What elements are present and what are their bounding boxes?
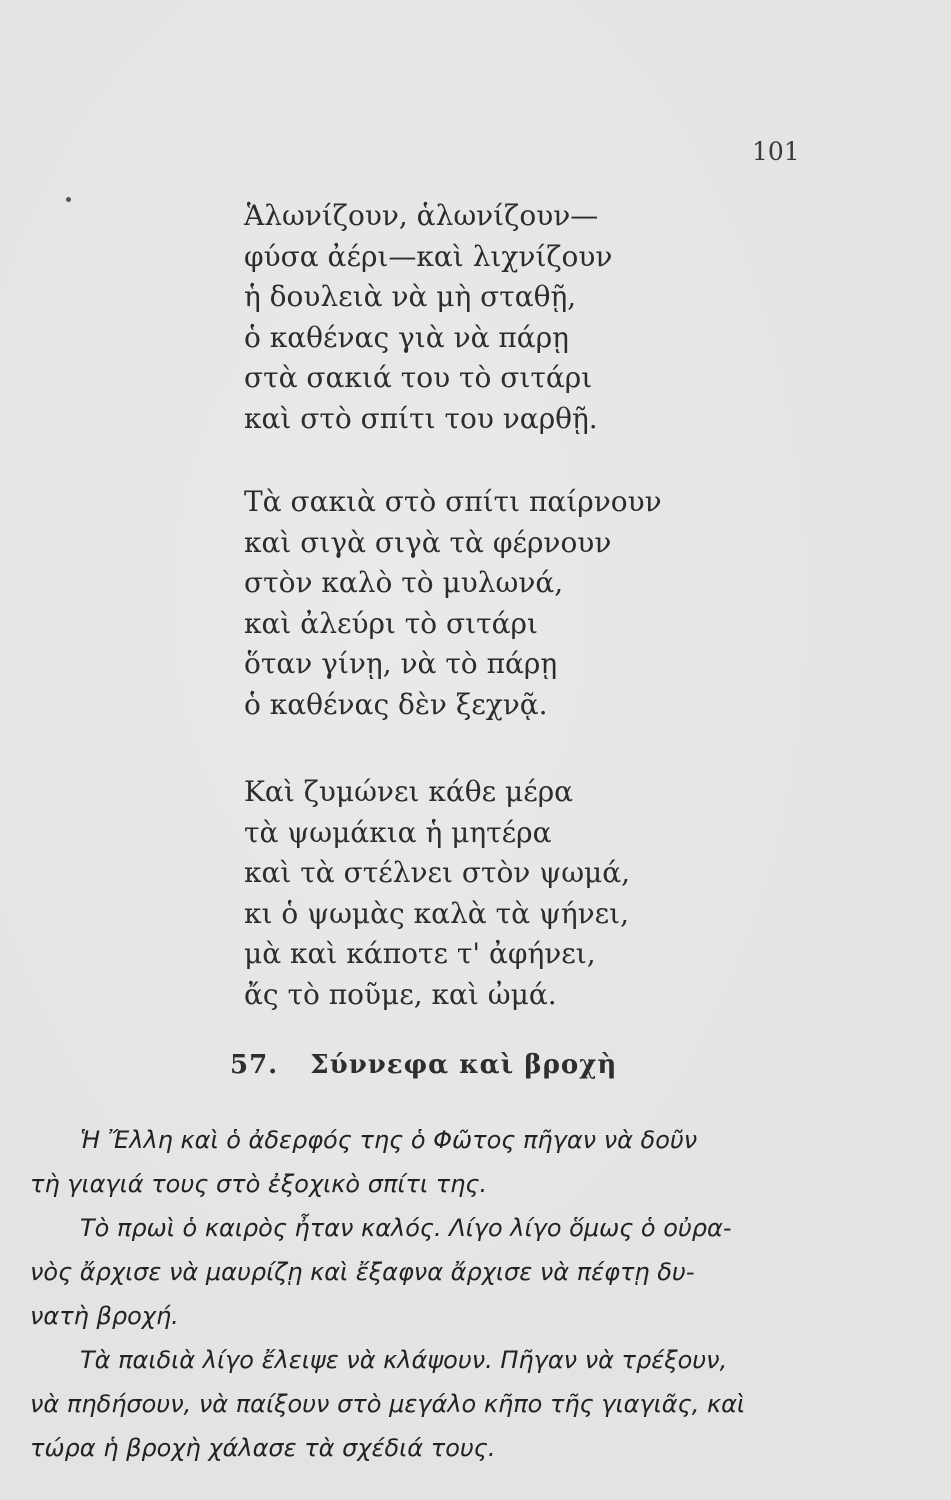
poem-line: ἡ δουλειὰ νὰ μὴ σταθῇ, [244,280,577,313]
prose-paragraph [30,1206,820,1338]
section-number: 57. [230,1050,279,1080]
prose-line: τὴ γιαγιά τους στὸ ἐξοχικὸ σπίτι της. [30,1170,488,1198]
prose-line: Τὰ παιδιὰ λίγο ἔλειψε νὰ κλάψουν. Πῆγαν νὰ τρέξουν, [80,1346,728,1374]
poem-line: φύσα ἀέρι—καὶ λιχνίζουν [244,239,613,273]
poem-stanza [244,196,612,439]
poem-line: κι ὁ ψωμὰς καλὰ τὰ ψήνει, [244,896,630,930]
poem-line: καὶ ἀλεύρι τὸ σιτάρι [244,606,538,640]
ink-speck [66,197,71,202]
prose-line: νὰ πηδήσουν, νὰ παίξουν στὸ μεγάλο κῆπο τῆς γιαγιᾶς, καὶ [30,1390,746,1418]
poem-line: ὁ καθένας γιὰ νὰ πάρῃ [244,320,569,354]
poem-line: καὶ στὸ σπίτι του ναρθῇ. [244,401,598,435]
section-title: Σύννεφα καὶ βροχὴ [310,1050,618,1080]
poem-line: καὶ τὰ στέλνει στὸν ψωμά, [244,856,631,889]
poem-line: ὁ καθένας δὲν ξεχνᾷ. [244,687,548,721]
poem-line: μὰ καὶ κάποτε τ' ἀφήνει, [244,937,596,970]
poem-line: καὶ σιγὰ σιγὰ τὰ φέρνουν [244,525,612,559]
prose-line: νὸς ἄρχισε νὰ μαυρίζῃ καὶ ἔξαφνα ἄρχισε νὰ πέφτῃ δυ- [30,1258,695,1286]
poem-line: Ἁλωνίζουν, ἁλωνίζουν— [244,199,599,232]
section-heading [230,1050,650,1080]
poem-line: ἄς τὸ ποῦμε, καὶ ὠμά. [244,977,557,1011]
prose-paragraph [30,1118,820,1206]
page-number: 101 [752,137,800,166]
prose-line: Τὸ πρωὶ ὁ καιρὸς ἦταν καλός. Λίγο λίγο ὅμως ὁ οὐρα- [80,1214,732,1242]
poem-line: ὅταν γίνῃ, νὰ τὸ πάρῃ [244,647,558,680]
poem-stanza [244,482,662,725]
prose-paragraph [30,1338,820,1470]
poem-line: Καὶ ζυμώνει κάθε μέρα [244,775,574,808]
poem-stanza [244,772,630,1015]
prose-line: νατὴ βροχή. [30,1302,179,1330]
poem-line: στὰ σακιά του τὸ σιτάρι [244,361,593,394]
poem-line: στὸν καλὸ τὸ μυλωνά, [244,566,564,599]
poem-line: τὰ ψωμάκια ἡ μητέρα [244,815,552,849]
prose-line: Ἡ Ἔλλη καὶ ὁ ἀδερφός της ὁ Φῶτος πῆγαν νὰ δοῦν [80,1126,698,1154]
prose-line: τώρα ἡ βροχὴ χάλασε τὰ σχέδιά τους. [30,1434,496,1462]
poem-line: Τὰ σακιὰ στὸ σπίτι παίρνουν [244,485,662,518]
